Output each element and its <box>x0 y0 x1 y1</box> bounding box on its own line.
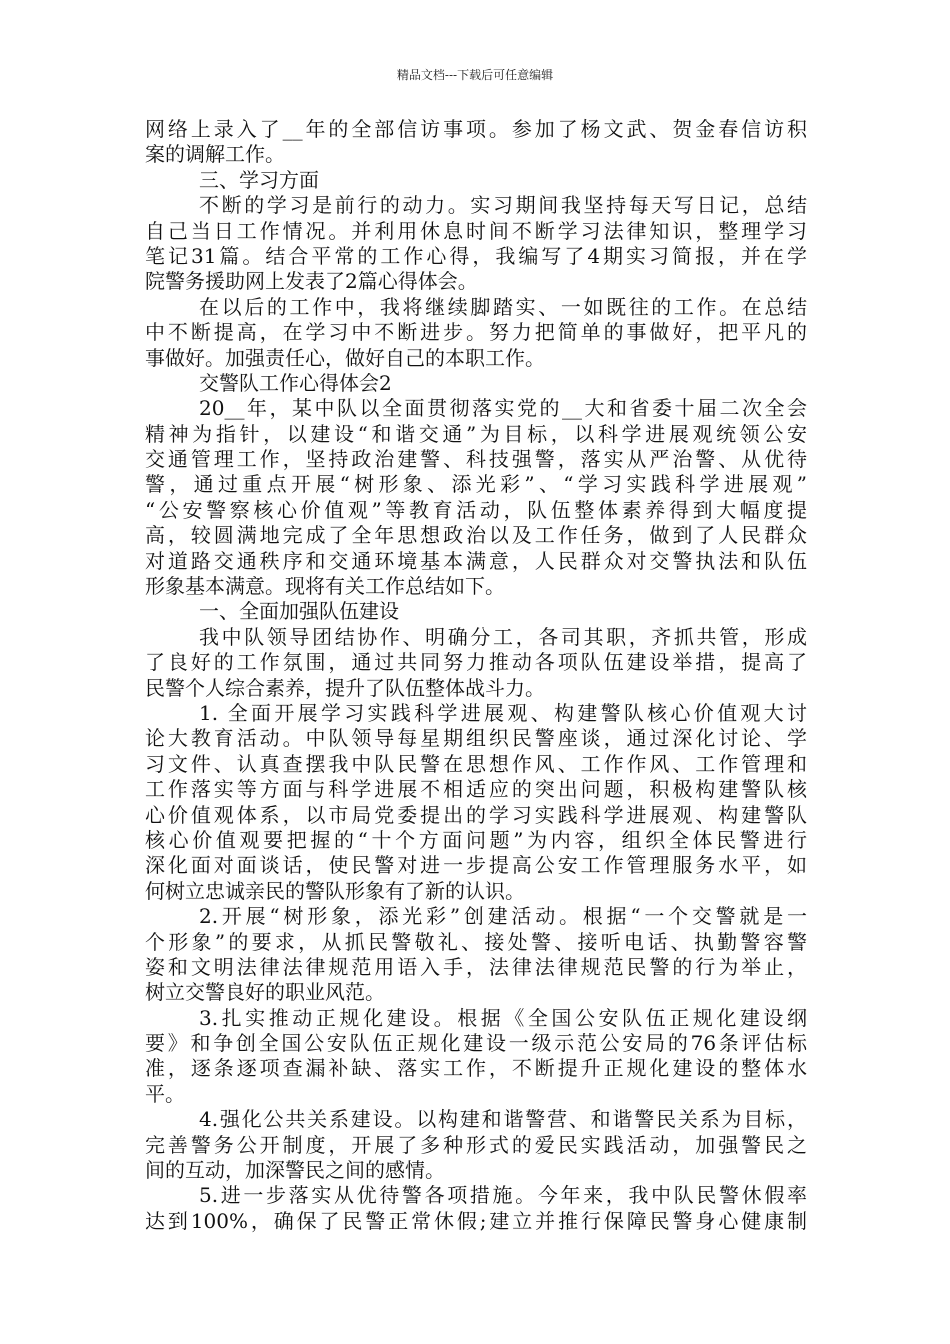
text-line: 案的调解工作。 <box>145 142 285 167</box>
text-line: 一、全面加强队伍建设 <box>199 599 399 624</box>
text-line: 事做好。加强责任心，做好自己的本职工作。 <box>145 345 545 370</box>
text-line: 间的互动，加深警民之间的感情。 <box>145 1158 445 1183</box>
text-line: 不断的学习是前行的动力。实习期间我坚持每天写日记，总结 <box>199 193 807 218</box>
text-line: 了良好的工作氛围，通过共同努力推动各项队伍建设举措，提高了 <box>145 650 807 675</box>
text-line: 完善警务公开制度，开展了多种形式的爱民实践活动，加强警民之 <box>145 1132 807 1157</box>
text-line: 中不断提高，在学习中不断进步。努力把简单的事做好，把平凡的 <box>145 320 807 345</box>
text-line: 核心价值观要把握的“十个方面问题”为内容，组织全体民警进行 <box>145 827 807 852</box>
text-line: 20__年，某中队以全面贯彻落实党的__大和省委十届二次全会 <box>199 396 807 421</box>
text-line: 心价值观体系，以市局党委提出的学习实践科学进展观、构建警队 <box>145 802 807 827</box>
text-line: 何树立忠诚亲民的警队形象有了新的认识。 <box>145 878 525 903</box>
text-line: 树立交警良好的职业风范。 <box>145 980 385 1005</box>
text-line: 深化面对面谈话，使民警对进一步提高公安工作管理服务水平，如 <box>145 853 807 878</box>
text-line: “公安警察核心价值观”等教育活动，队伍整体素养得到大幅度提 <box>145 497 807 522</box>
text-line: 工作落实等方面与科学进展不相适应的突出问题，积极构建警队核 <box>145 777 807 802</box>
text-line: 警，通过重点开展“树形象、添光彩”、“学习实践科学进展观” <box>145 472 807 497</box>
text-line: 三、学习方面 <box>199 167 319 192</box>
text-line: 4.强化公共关系建设。以构建和谐警营、和谐警民关系为目标， <box>199 1107 807 1132</box>
text-line: 民警个人综合素养，提升了队伍整体战斗力。 <box>145 675 545 700</box>
text-line: 要》和争创全国公安队伍正规化建设一级示范公安局的76条评估标 <box>145 1031 807 1056</box>
text-line: 交警队工作心得体会2 <box>199 370 392 395</box>
text-line: 在以后的工作中，我将继续脚踏实、一如既往的工作。在总结 <box>199 294 807 319</box>
text-line: 院警务援助网上发表了2篇心得体会。 <box>145 269 478 294</box>
text-line: 2.开展“树形象，添光彩”创建活动。根据“一个交警就是一 <box>199 904 807 929</box>
text-line: 高，较圆满地完成了全年思想政治以及工作任务，做到了人民群众 <box>145 523 807 548</box>
text-line: 达到100%，确保了民警正常休假;建立并推行保障民警身心健康制 <box>145 1208 807 1233</box>
text-line: 对道路交通秩序和交通环境基本满意，人民群众对交警执法和队伍 <box>145 548 807 573</box>
text-line: 5.进一步落实从优待警各项措施。今年来，我中队民警休假率 <box>199 1183 807 1208</box>
text-line: 准，逐条逐项查漏补缺、落实工作，不断提升正规化建设的整体水 <box>145 1056 807 1081</box>
text-line: 自己当日工作情况。并利用休息时间不断学习法律知识，整理学习 <box>145 218 807 243</box>
text-line: 我中队领导团结协作、明确分工，各司其职，齐抓共管，形成 <box>199 624 807 649</box>
text-line: 习文件、认真查摆我中队民警在思想作风、工作作风、工作管理和 <box>145 751 807 776</box>
document-body <box>145 117 807 1234</box>
text-line: 形象基本满意。现将有关工作总结如下。 <box>145 574 505 599</box>
text-line: 1. 全面开展学习实践科学进展观、构建警队核心价值观大讨 <box>199 700 807 725</box>
text-line: 笔记31篇。结合平常的工作心得，我编写了4期实习简报，并在学 <box>145 243 807 268</box>
text-line: 3.扎实推动正规化建设。根据《全国公安队伍正规化建设纲 <box>199 1005 807 1030</box>
text-line: 网络上录入了__年的全部信访事项。参加了杨文武、贺金春信访积 <box>145 117 807 141</box>
text-line: 姿和文明法律法律规范用语入手，法律法律规范民警的行为举止， <box>145 954 807 979</box>
page-header: 精品文档---下载后可任意编辑 <box>396 68 554 82</box>
text-line: 论大教育活动。中队领导每星期组织民警座谈，通过深化讨论、学 <box>145 726 807 751</box>
text-line: 精神为指针，以建设“和谐交通”为目标，以科学进展观统领公安 <box>145 421 807 446</box>
text-line: 个形象”的要求，从抓民警敬礼、接处警、接听电话、执勤警容警 <box>145 929 807 954</box>
text-line: 交通管理工作，坚持政治建警、科技强警，落实从严治警、从优待 <box>145 447 807 472</box>
text-line: 平。 <box>145 1081 185 1106</box>
